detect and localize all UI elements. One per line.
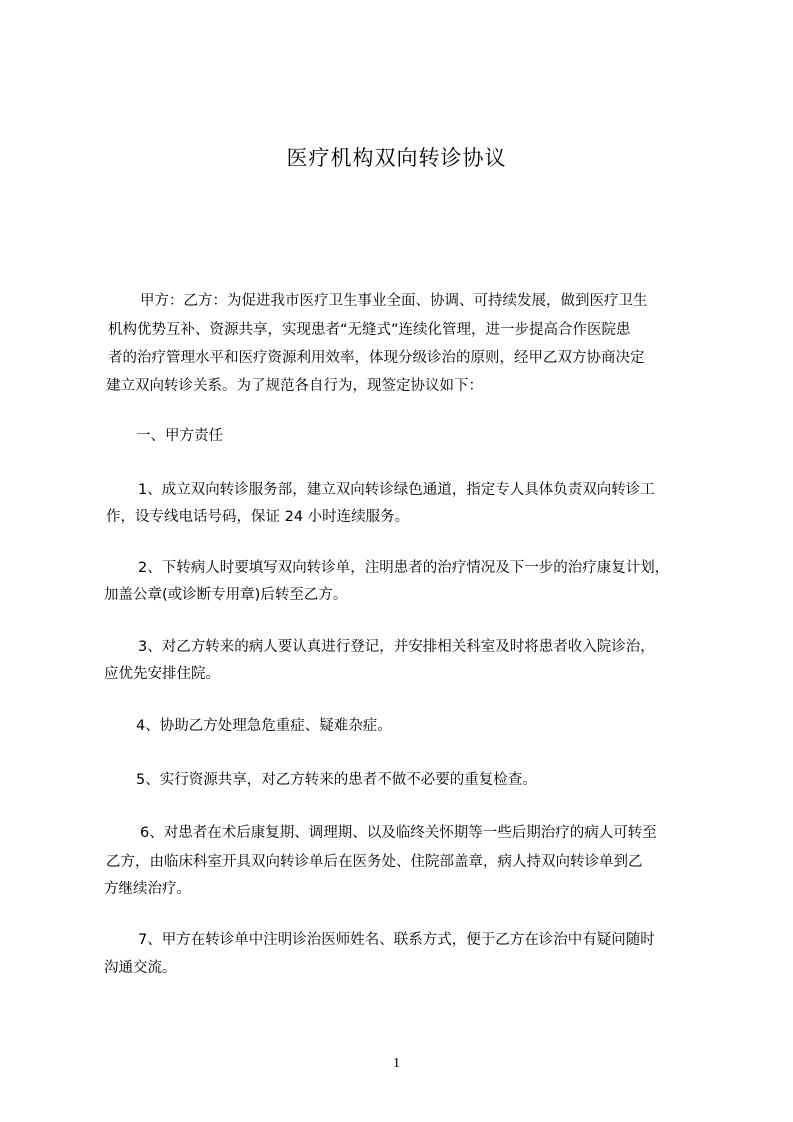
page-number: 1 <box>393 1056 400 1071</box>
item-1-line-1: 1、成立双向转诊服务部，建立双向转诊绿色通道，指定专人具体负责双向转诊工 <box>138 482 655 498</box>
item-6-line-2: 乙方，由临床科室开具双向转诊单后在医务处、住院部盖章，病人持双向转诊单到乙 <box>106 854 643 870</box>
document-title: 医疗机构双向转诊协议 <box>286 146 507 170</box>
item-3-line-1: 3、对乙方转来的病人要认真进行登记，并安排相关科室及时将患者收入院诊治， <box>138 639 655 655</box>
item-7-line-2: 沟通交流。 <box>104 960 177 976</box>
item-2-line-1: 2、下转病人时要填写双向转诊单，注明患者的治疗情况及下一步的治疗康复计划， <box>138 560 670 576</box>
intro-line-3: 者的治疗管理水平和医疗资源利用效率，体现分级诊治的原则，经甲乙双方协商决定 <box>108 350 645 366</box>
item-4-line-1: 4、协助乙方处理急危重症、疑难杂症。 <box>136 718 392 734</box>
intro-line-4: 建立双向转诊关系。为了规范各自行为，现签定协议如下： <box>106 378 483 394</box>
item-2-line-2: 加盖公章(或诊断专用章)后转至乙方。 <box>104 587 348 603</box>
item-3-line-2: 应优先安排住院。 <box>104 666 220 682</box>
item-1-line-2: 作，设专线电话号码，保证 24 小时连续服务。 <box>106 509 410 525</box>
intro-line-1: 甲方：乙方：为促进我市医疗卫生事业全面、协调、可持续发展，做到医疗卫生 <box>140 293 648 309</box>
item-7-line-1: 7、甲方在转诊单中注明诊治医师姓名、联系方式，便于乙方在诊治中有疑问随时 <box>138 932 655 948</box>
intro-line-2: 机构优势互补、资源共享，实现患者“无缝式”连续化管理，进一步提高合作医院患 <box>108 322 631 338</box>
item-6-line-1: 6、对患者在术后康复期、调理期、以及临终关怀期等一些后期治疗的病人可转至 <box>140 825 657 841</box>
item-5-line-1: 5、实行资源共享，对乙方转来的患者不做不必要的重复检查。 <box>136 772 537 788</box>
item-6-line-3: 方继续治疗。 <box>104 881 191 897</box>
section-heading: 一、甲方责任 <box>136 428 223 444</box>
